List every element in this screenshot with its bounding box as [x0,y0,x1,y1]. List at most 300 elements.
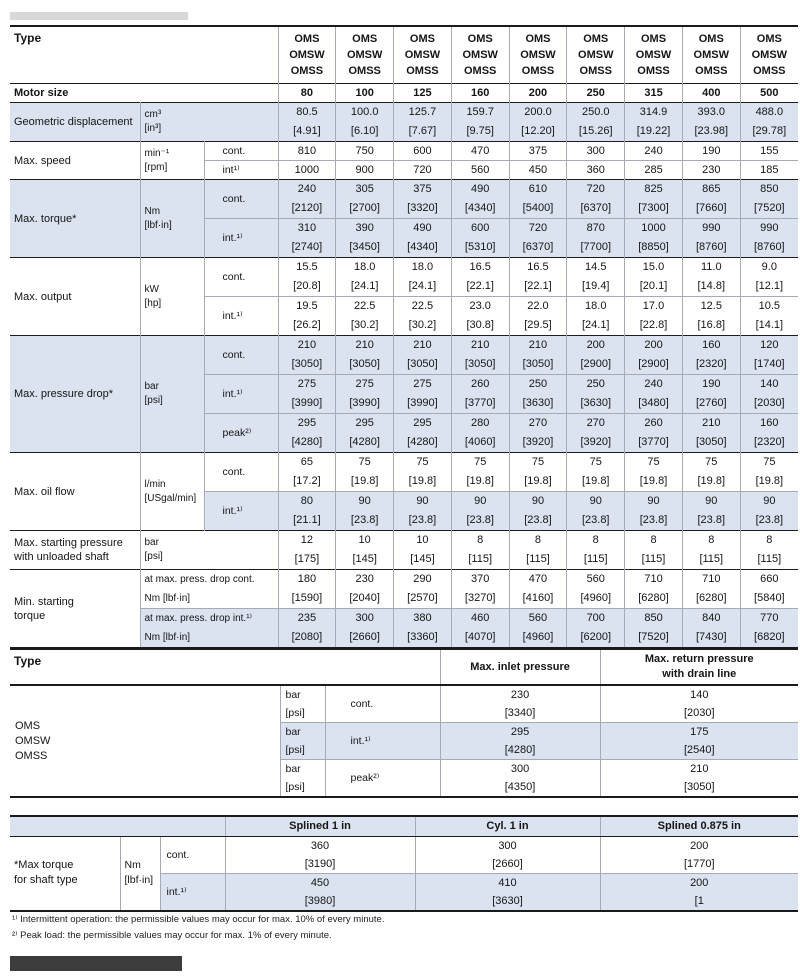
text-line: [145] [352,553,377,565]
row-units [280,723,325,760]
text-line: OMSW [693,49,729,61]
data-cell [509,219,567,258]
row-label [10,180,140,258]
text-line: Max. speed [14,154,71,167]
motor-size-row [10,84,798,103]
text-line: [4960] [522,631,554,643]
text-line: [3630] [492,894,523,907]
text-line: [6370] [522,241,554,253]
text-line: Max. output [14,290,72,303]
text-line: [psi] [144,551,163,562]
text-line: [3480] [638,397,669,409]
text-line: 65 [300,456,314,468]
text-line: [in³] [144,123,162,134]
text-line: [8760] [754,241,785,253]
text-line: OMSW [346,49,383,61]
text-line: 410 [498,876,517,889]
text-line: 17.0 [642,300,665,312]
text-line: 22.5 [353,300,376,312]
torque-value-cell [415,836,600,873]
text-line: [3050] [683,781,715,793]
text-line: [4280] [407,436,438,448]
text-line: [1770] [683,857,715,870]
text-line: 470 [528,573,548,585]
data-cell [625,492,683,531]
row-label [10,453,140,531]
text-line: 210 [702,417,721,429]
row-condition: int.¹⁾ [325,723,440,760]
text-line: [23.8] [524,514,552,526]
text-line: 275 [355,378,374,390]
text-line: [19.8] [524,475,552,487]
text-line: OMS [583,33,609,45]
row-condition: int.¹⁾ [204,375,278,414]
text-line: [19.8] [639,475,668,487]
text-line: OMSW [751,49,788,61]
data-cell [740,103,798,142]
text-line: [26.2] [293,319,321,331]
row-condition: int.¹⁾ [204,219,278,258]
data-cell [682,531,740,570]
text-line: [3990] [349,397,380,409]
text-line: OMS [756,33,782,45]
motor-size-cell: 160 [451,84,509,103]
data-cell [625,180,683,219]
text-line: OMSW [520,49,556,61]
text-line: [6280] [695,592,727,604]
model-header-cell [682,26,740,84]
text-line: 460 [471,612,490,624]
text-line: [3450] [349,241,380,253]
text-line: 660 [760,573,779,585]
text-line: 305 [355,183,374,195]
models-label [10,685,280,797]
text-line: [2740] [291,241,323,253]
text-line: [3980] [304,894,336,907]
data-cell [394,609,452,649]
row-units [140,103,278,142]
text-line: 18.0 [411,261,434,273]
data-cell [336,414,394,453]
model-header-cell [740,26,798,84]
model-header-cell [509,26,567,84]
text-line: [3050] [407,358,438,370]
data-cell [278,336,336,375]
data-cell [567,531,625,570]
text-line: [29.5] [524,319,552,331]
text-line: 10 [416,534,429,546]
text-line: [2320] [754,436,785,448]
text-line: torque [14,609,46,622]
return-pressure-cell [600,723,798,760]
text-line: 200 [690,876,709,889]
text-line: 260 [644,417,663,429]
text-line: [9.75] [466,125,494,137]
data-cell: 155 [740,142,798,161]
table-row [10,258,798,297]
text-line: [1 [694,894,704,907]
text-line: 9.0 [761,261,777,273]
data-cell [682,103,740,142]
footnote-peak: ²⁾ Peak load: the permissible values may occur for max. 1% of every minute. [12,930,332,941]
text-line: 8 [766,534,773,546]
text-line: 295 [355,417,374,429]
text-line: [2900] [580,358,612,370]
text-line: 16.5 [527,261,549,273]
text-line: [psi] [144,395,163,406]
data-cell [682,219,740,258]
text-line: [rpm] [144,161,168,173]
text-line: OMSS [290,65,324,77]
data-cell [740,219,798,258]
table-row [10,336,798,375]
text-line: 770 [760,612,779,624]
text-line: OMS [409,33,435,45]
bottom-partial-bar [10,956,182,971]
text-line: 23.0 [469,300,491,312]
text-line: cm³ [144,109,162,120]
text-line: 160 [702,339,721,351]
row-condition [140,570,278,609]
motor-size-cell: 500 [740,84,798,103]
data-cell [625,375,683,414]
text-line: [23.8] [581,514,610,526]
text-line: 160 [760,417,779,429]
model-header-cell [451,26,509,84]
text-line: [145] [410,553,435,565]
data-cell [509,103,567,142]
data-cell [567,297,625,336]
text-line: 380 [413,612,432,624]
text-line: 275 [297,378,317,390]
type-header-row [10,26,798,84]
model-header-cell [567,26,625,84]
data-cell [567,219,625,258]
data-cell: 720 [394,161,452,180]
text-line: [3270] [464,592,496,604]
data-cell [682,453,740,492]
text-line: OMSS [753,65,786,77]
row-condition: peak²⁾ [204,414,278,453]
data-cell [336,609,394,649]
row-units [140,258,204,336]
text-line: [2570] [407,592,438,604]
data-cell [336,258,394,297]
text-line: 8 [592,534,599,546]
text-line: [5310] [464,241,496,253]
text-line: 710 [702,573,721,585]
text-line: 90 [705,495,718,507]
shaft-type-header: Splined 0.875 in [600,816,798,836]
data-cell [336,336,394,375]
text-line: 10.5 [758,300,781,312]
text-line: OMSW [289,49,325,61]
text-line: 15.5 [296,261,318,273]
text-line: [20.8] [293,280,321,292]
type-header-label: Type [10,26,278,84]
data-cell [625,570,683,609]
text-line: 200 [644,339,663,351]
text-line: [3920] [522,436,554,448]
text-line: 300 [510,763,530,775]
text-line: [19.22] [636,125,671,137]
data-cell [336,219,394,258]
data-cell: 450 [509,161,567,180]
pressure-limits-table [10,648,798,798]
text-line: 125.7 [408,106,437,118]
text-line: 16.5 [469,261,491,273]
model-header-cell [394,26,452,84]
row-label [10,142,140,180]
text-line: [23.8] [350,514,379,526]
text-line: [6370] [580,202,612,214]
data-cell [625,336,683,375]
row-label [10,570,140,649]
data-cell [394,570,452,609]
type-header-label: Type [10,649,440,685]
table-row [10,142,798,161]
text-line: 18.0 [585,300,607,312]
motor-size-cell: 100 [336,84,394,103]
text-line: [19.8] [408,475,437,487]
text-line: 390 [355,222,374,234]
text-line: [20.1] [639,280,668,292]
text-line: Max. starting pressure [14,537,123,549]
data-cell [278,453,336,492]
row-condition: cont. [160,836,225,873]
text-line: 870 [586,222,605,234]
text-line: [115] [583,553,608,565]
text-line: [23.8] [466,514,494,526]
text-line: OMS [525,33,551,45]
text-line: [3770] [638,436,669,448]
data-cell: 560 [451,161,509,180]
text-line: 290 [413,573,432,585]
text-line: bar [144,381,159,392]
text-line: 710 [644,573,663,585]
text-line: [23.8] [755,514,784,526]
data-cell [278,531,336,570]
data-cell: 750 [336,142,394,161]
data-cell: 810 [278,142,336,161]
data-cell [336,492,394,531]
text-line: 75 [705,456,718,468]
data-cell [625,453,683,492]
return-pressure-cell [600,685,798,723]
text-line: l/min [144,478,166,490]
text-line: 175 [690,726,709,738]
text-line: [6820] [754,631,785,643]
text-line: [115] [468,553,493,565]
text-line: [22.1] [466,280,494,292]
text-line: Max. inlet pressure [470,660,570,673]
data-cell [740,492,798,531]
text-line: 75 [474,456,487,468]
data-cell [451,609,509,649]
text-line: 990 [760,222,779,234]
text-line: 230 [510,689,530,701]
text-line: [4.91] [293,125,321,137]
text-line: 488.0 [755,106,784,118]
text-line: [24.1] [581,319,610,331]
text-line: [7.67] [408,125,437,137]
text-line: OMS [15,719,41,732]
text-line: OMSW [578,49,614,61]
shaft-type-header: Cyl. 1 in [415,816,600,836]
text-line: [16.8] [697,319,726,331]
data-cell: 470 [451,142,509,161]
text-line: 210 [690,763,709,775]
data-cell [394,258,452,297]
text-line: [4060] [464,436,496,448]
text-line: OMSS [464,65,497,77]
data-cell [740,336,798,375]
text-line: 22.5 [411,300,434,312]
text-line: [115] [757,553,782,565]
text-line: 295 [510,726,530,738]
text-line: 159.7 [466,106,494,118]
data-cell [682,414,740,453]
data-cell [394,414,452,453]
row-label [10,103,140,142]
text-line: OMS [698,33,724,45]
text-line: [2700] [349,202,380,214]
data-cell [278,219,336,258]
text-line: 850 [644,612,663,624]
data-cell [451,297,509,336]
data-cell [336,180,394,219]
text-line: [USgal/min] [144,492,197,504]
data-cell [682,609,740,649]
text-line: OMS [352,33,378,45]
data-cell [567,414,625,453]
data-cell [509,414,567,453]
data-cell [740,297,798,336]
text-line: 295 [297,417,317,429]
text-line: 10 [358,534,371,546]
text-line: [3050] [291,358,323,370]
text-line: OMS [640,33,667,45]
text-line: [30.2] [350,319,379,331]
row-condition: peak²⁾ [325,760,440,798]
text-line: [2030] [754,397,785,409]
torque-value-cell [225,836,415,873]
text-line: 140 [760,378,779,390]
data-cell [451,219,509,258]
text-line: 8 [650,534,657,546]
data-cell [451,453,509,492]
data-cell [278,414,336,453]
text-line: Max. oil flow [14,485,75,498]
text-line: 260 [471,378,490,390]
text-line: [hp] [144,297,162,309]
text-line: Max. torque* [14,212,77,225]
text-line: [4340] [464,202,496,214]
text-line: 850 [760,183,779,195]
text-line: [115] [526,553,550,565]
row-units [140,336,204,453]
data-cell [567,570,625,609]
text-line: 12 [300,534,314,546]
text-line: 210 [471,339,490,351]
torque-value-cell [225,873,415,911]
text-line: at max. press. drop cont. [144,574,255,585]
text-line: OMSW [635,49,672,61]
data-cell [509,531,567,570]
text-line: [8850] [638,241,669,253]
row-units [280,760,325,798]
data-cell [394,297,452,336]
text-line: OMSW [462,49,498,61]
text-line: 600 [471,222,490,234]
shaft-torque-table [10,815,798,912]
data-cell: 360 [567,161,625,180]
text-line: [2540] [683,744,715,756]
row-label [10,336,140,453]
text-line: [3320] [407,202,438,214]
text-line: Geometric displacement [14,116,133,128]
data-cell [509,492,567,531]
data-cell [336,531,394,570]
data-cell [567,492,625,531]
text-line: OMS [467,33,493,45]
data-cell [509,336,567,375]
data-cell [625,609,683,649]
text-line: 120 [760,339,779,351]
text-line: 825 [644,183,663,195]
text-line: [22.1] [524,280,552,292]
text-line: [5840] [754,592,785,604]
inlet-pressure-cell [440,760,600,798]
text-line: 210 [355,339,374,351]
text-line: Nm [lbf·in] [144,593,191,604]
row-units [140,142,204,180]
data-cell [509,297,567,336]
text-line: 230 [355,573,374,585]
data-cell [625,219,683,258]
data-cell [682,492,740,531]
pressure-table-header-row [10,649,798,685]
data-cell [451,531,509,570]
row-condition: int.¹⁾ [204,297,278,336]
text-line: 240 [297,183,317,195]
text-line: 720 [528,222,548,234]
text-line: [2760] [695,397,727,409]
data-cell [740,375,798,414]
text-line: OMSS [521,65,555,77]
motor-ratings-table [10,25,798,649]
data-cell: 1000 [278,161,336,180]
text-line: 210 [413,339,432,351]
data-cell: 185 [740,161,798,180]
data-cell [451,336,509,375]
data-cell [682,375,740,414]
text-line: [23.8] [639,514,668,526]
text-line: [1740] [754,358,785,370]
row-condition: int.¹⁾ [204,492,278,531]
data-cell [625,531,683,570]
text-line: OMS [294,33,320,45]
shaft-type-header-row [10,816,798,836]
text-line: OMSW [404,49,441,61]
data-cell: 375 [509,142,567,161]
text-line: Nm [124,859,141,871]
text-line: Max. pressure drop* [14,388,114,400]
data-cell [682,180,740,219]
text-line: 140 [690,689,709,701]
text-line: with drain line [662,668,737,680]
row-condition: int¹⁾ [204,161,278,180]
